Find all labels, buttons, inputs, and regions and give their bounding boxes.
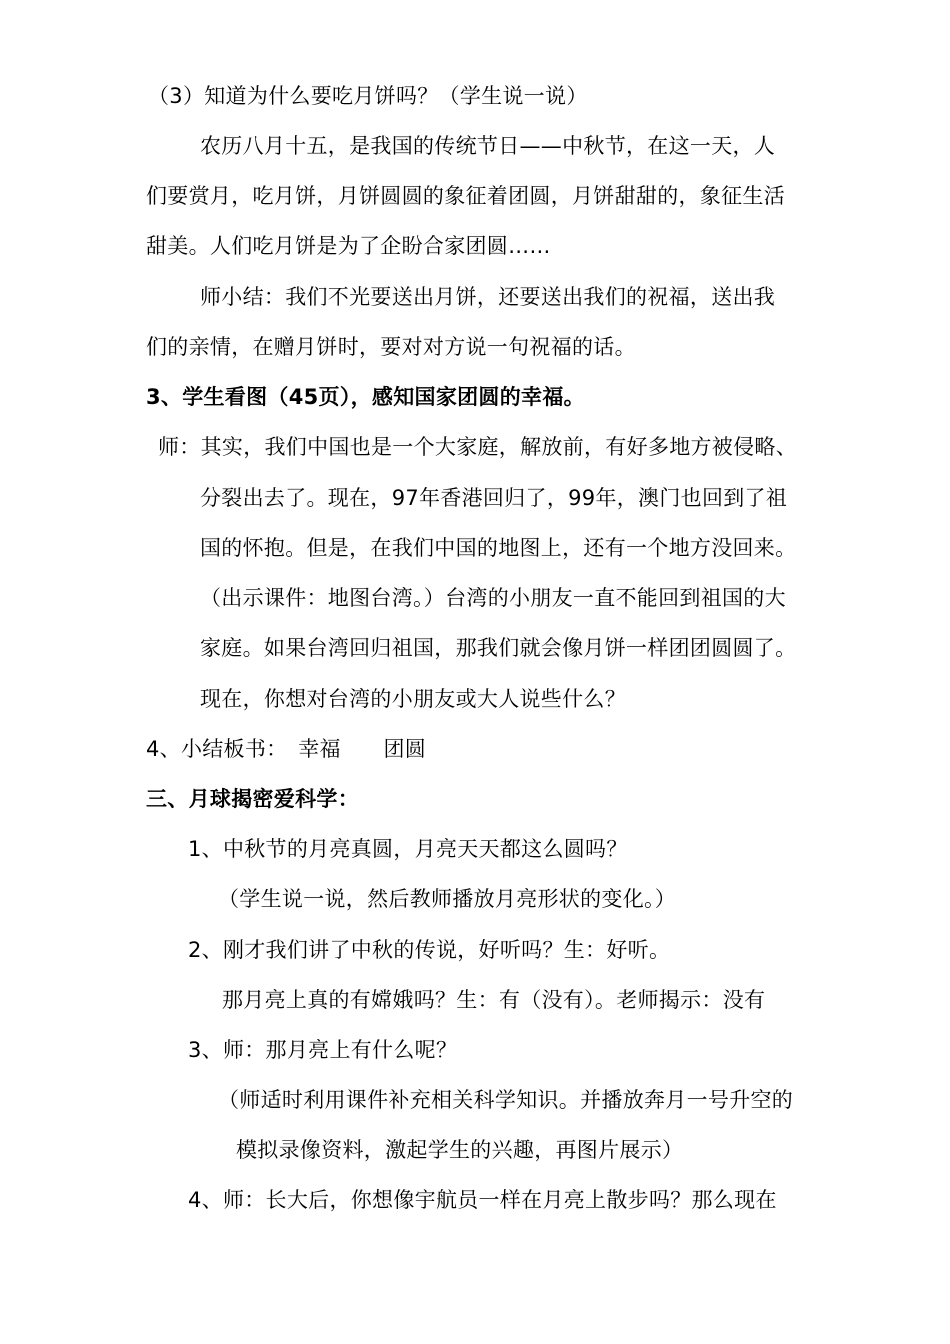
list-item-note: 模拟录像资料，激起学生的兴趣，再图片展示） bbox=[236, 1138, 684, 1162]
paragraph-line: 师：其实，我们中国也是一个大家庭，解放前，有好多地方被侵略、 bbox=[158, 435, 797, 459]
list-item: 2、刚才我们讲了中秋的传说，好听吗？生：好听。 bbox=[188, 938, 671, 962]
paragraph-line: 们要赏月，吃月饼，月饼圆圆的象征着团圆，月饼甜甜的，象征生活 bbox=[146, 184, 785, 208]
list-item: 4、师：长大后，你想像宇航员一样在月亮上散步吗？那么现在 bbox=[188, 1188, 777, 1212]
paragraph-line: 分裂出去了。现在，97年香港回归了，99年，澳门也回到了祖 bbox=[200, 486, 788, 510]
list-item-note: （学生说一说，然后教师播放月亮形状的变化。） bbox=[218, 887, 677, 911]
paragraph-line: 农历八月十五，是我国的传统节日——中秋节，在这一天，人 bbox=[200, 134, 776, 158]
paragraph-line: 师小结：我们不光要送出月饼，还要送出我们的祝福，送出我 bbox=[200, 285, 776, 309]
question-3-line: （3）知道为什么要吃月饼吗？（学生说一说） bbox=[148, 84, 588, 108]
list-item: 3、师：那月亮上有什么呢？ bbox=[188, 1038, 458, 1062]
summary-line: 4、小结板书： 幸福 团圆 bbox=[146, 737, 427, 761]
paragraph-line: 国的怀抱。但是，在我们中国的地图上，还有一个地方没回来。 bbox=[200, 536, 797, 560]
paragraph-line: 们的亲情，在赠月饼时，要对对方说一句祝福的话。 bbox=[146, 335, 636, 359]
section-heading: 三、月球揭密爱科学： bbox=[146, 787, 359, 811]
paragraph-line: 甜美。人们吃月饼是为了企盼合家团圆…… bbox=[146, 234, 551, 258]
list-item: 1、中秋节的月亮真圆，月亮天天都这么圆吗？ bbox=[188, 837, 628, 861]
paragraph-line: 现在，你想对台湾的小朋友或大人说些什么？ bbox=[200, 687, 626, 711]
paragraph-line: （出示课件：地图台湾。）台湾的小朋友一直不能回到祖国的大 bbox=[200, 586, 786, 610]
paragraph-line: 家庭。如果台湾回归祖国，那我们就会像月饼一样团团圆圆了。 bbox=[200, 636, 797, 660]
section-heading: 3、学生看图（45页），感知国家团圆的幸福。 bbox=[146, 385, 585, 409]
list-item-note: 那月亮上真的有嫦娥吗？生：有（没有）。老师揭示：没有 bbox=[222, 988, 766, 1012]
list-item-note: （师适时利用课件补充相关科学知识。并播放奔月一号升空的 bbox=[218, 1088, 794, 1112]
